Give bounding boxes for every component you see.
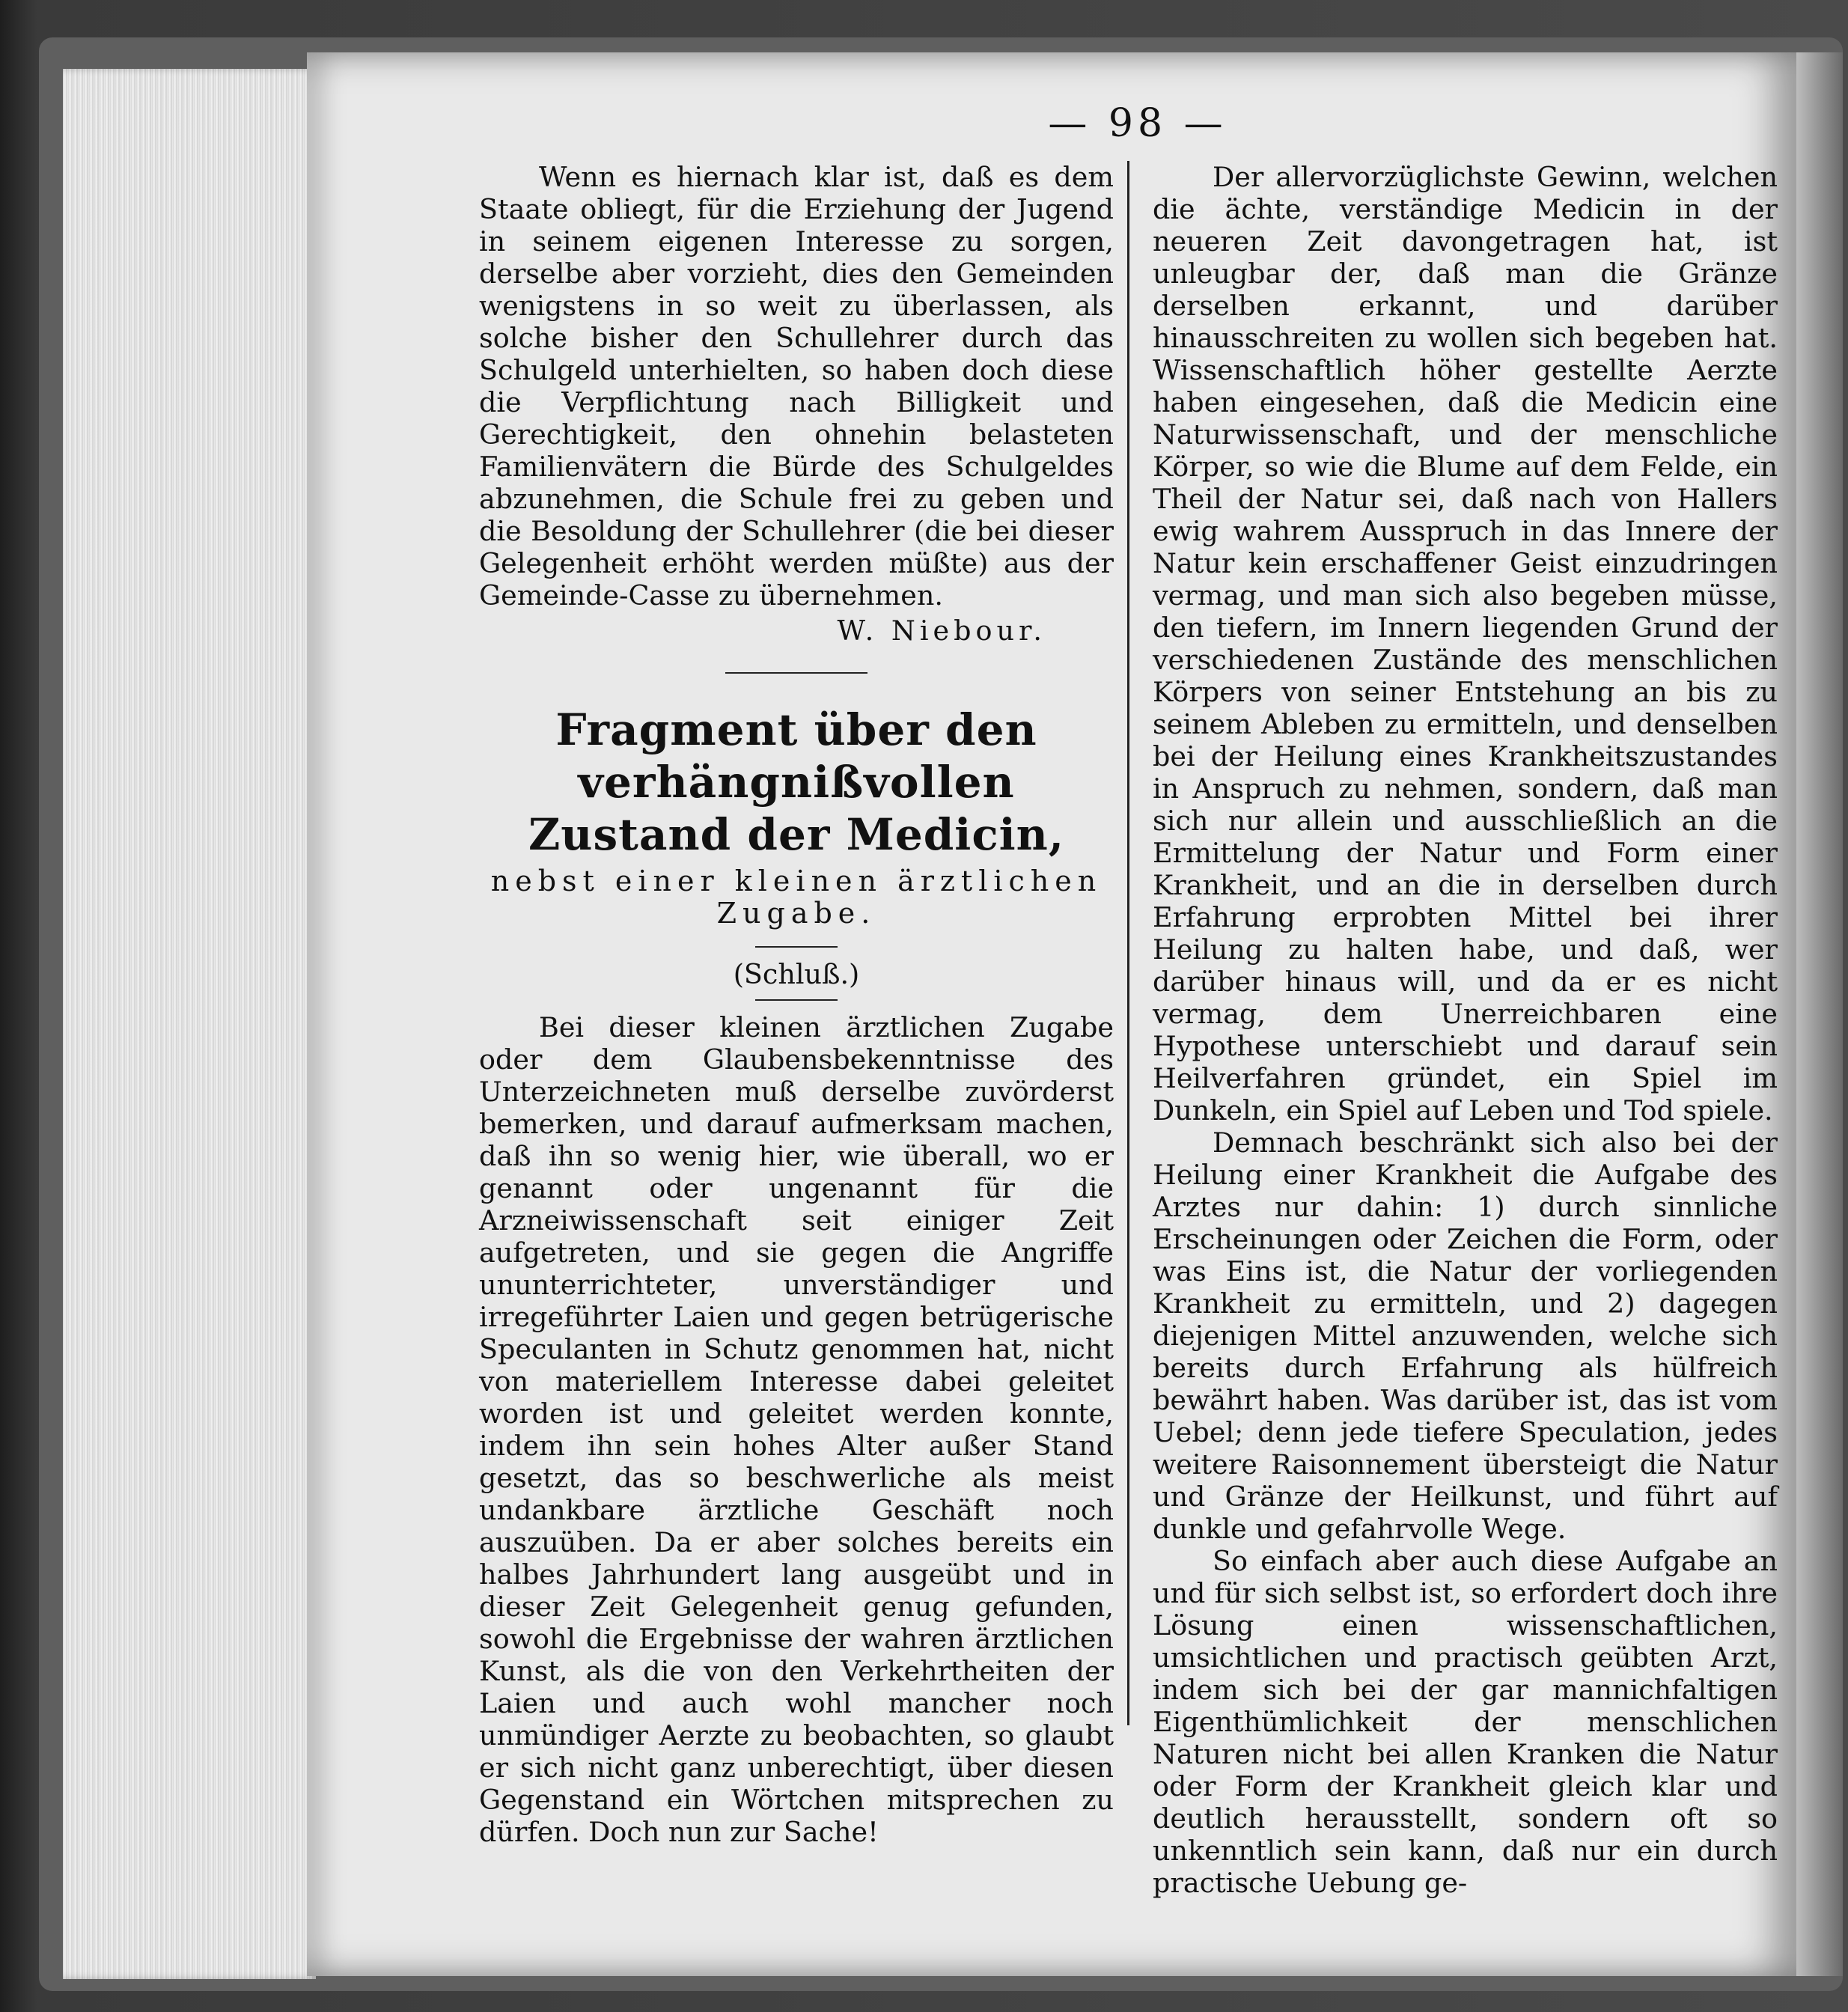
conclusion-divider (755, 999, 838, 1001)
author-signature: W. Niebour. (837, 615, 1046, 647)
article-subheading: nebst einer kleinen ärztlichen Zugabe. (490, 865, 1103, 930)
conclusion-label: (Schluß.) (733, 958, 860, 990)
page-number: — 98 — (1048, 101, 1228, 146)
heading-divider (755, 946, 838, 948)
article-heading: Fragment über den verhängnißvollen Zustand der Medicin, (528, 704, 1065, 860)
left-column (479, 161, 1114, 1848)
right-column (1153, 161, 1778, 1899)
page-edges (63, 69, 316, 1979)
right-gutter (1796, 52, 1843, 1976)
right-paragraph-3: So einfach aber auch diese Aufgabe an und für sich selbst ist, so erfordert doch ihre Lösung einen wissenschaftlichen, umsichtlichen und practisch geübten Arzt, indem sich bei der gar mannichfaltigen Eigenthümlichkeit der menschlichen Naturen nicht bei allen Kranken die Natur oder Form der Krankheit gleich klar und deutlich herausstellt, sondern oft so unkenntlich sein kann, daß nur ein durch practische Uebung ge- (1153, 1545, 1778, 1899)
body-paragraph: Bei dieser kleinen ärztlichen Zugabe oder dem Glaubensbekenntnisse des Unterzeichneten muß derselbe zuvörderst bemerken, und darauf aufmerksam machen, daß ihn so wenig hier, wie überall, wo er genannt oder ungenannt für die Arzneiwissenschaft seit einiger Zeit aufgetreten, und sie gegen die Angriffe ununterrichteter, unverständiger und irregeführter Laien und gegen betrügerische Speculanten in Schutz genommen hat, nicht von materiellem Interesse dabei geleitet worden ist und geleitet werden konnte, indem ihn sein hohes Alter außer Stand gesetzt, das so beschwerliche als meist undankbare ärztliche Geschäft noch auszuüben. Da er aber solches bereits ein halbes Jahrhundert lang ausgeübt und in dieser Zeit Gelegenheit genug gefunden, sowohl die Ergebnisse der wahren ärztlichen Kunst, als die von den Verkehrtheiten der Laien und auch wohl mancher noch unmündiger Aerzte zu beobachten, so glaubt er sich nicht ganz unberechtigt, über diesen Gegenstand ein Wörtchen mitsprechen zu dürfen. Doch nun zur Sache! (479, 1011, 1114, 1848)
section-divider (725, 672, 867, 674)
right-paragraph-1: Der allervorzüglichste Gewinn, welchen die ächte, verständige Medicin in der neueren Zeit davongetragen hat, ist unleugbar der, daß man die Gränze derselben erkannt, und darüber hinausschreiten zu wollen sich begeben hat. Wissenschaftlich höher gestellte Aerzte haben eingesehen, daß die Medicin eine Naturwissenschaft, und der menschliche Körper, so wie die Blume auf dem Felde, ein Theil der Natur sei, daß nach von Hallers ewig wahrem Ausspruch in das Innere der Natur kein erschaffener Geist einzudringen vermag, und man sich also begeben müsse, den tiefern, im Innern liegenden Grund der verschiedenen Zustände des menschlichen Körpers von seiner Entstehung an bis zu seinem Ableben zu ermitteln, und denselben bei der Heilung eines Krankheitszustandes in Anspruch zu nehmen, sondern, daß man sich nur allein und ausschließlich an die Ermittelung der Natur und Form einer Krankheit, und an die in derselben durch Erfahrung erprobten Mittel bei ihrer Heilung zu halten habe, und daß, wer darüber hinaus will, und da er es nicht vermag, dem Unerreichbaren eine Hypothese unterschiebt und darauf sein Heilverfahren gründet, ein Spiel im Dunkeln, ein Spiel auf Leben und Tod spiele. (1153, 161, 1778, 1127)
right-paragraph-2: Demnach beschränkt sich also bei der Heilung einer Krankheit die Aufgabe des Arztes nur dahin: 1) durch sinnliche Erscheinungen oder Zeichen die Form, oder was Eins ist, die Natur der vorliegenden Krankheit zu ermitteln, und 2) dagegen diejenigen Mittel anzuwenden, welche sich bereits durch Erfahrung als hülfreich bewährt haben. Was darüber ist, das ist vom Uebel; denn jede tiefere Speculation, jedes weitere Raisonnement übersteigt die Natur und Gränze der Heilkunst, und führt auf dunkle und gefahrvolle Wege. (1153, 1127, 1778, 1545)
column-divider (1127, 161, 1129, 1725)
intro-paragraph: Wenn es hiernach klar ist, daß es dem Staate obliegt, für die Erziehung der Jugend in seinem eigenen Interesse zu sorgen, derselbe aber vorzieht, dies den Gemeinden wenigstens in so weit zu überlassen, als solche bisher den Schullehrer durch das Schulgeld unterhielten, so haben doch diese die Verpflichtung nach Billigkeit und Gerechtigkeit, den ohnehin belasteten Familienvätern die Bürde des Schulgeldes abzunehmen, die Schule frei zu geben und die Besoldung der Schullehrer (die bei dieser Gelegenheit erhöht werden müßte) aus der Gemeinde-Casse zu übernehmen. (479, 161, 1114, 612)
